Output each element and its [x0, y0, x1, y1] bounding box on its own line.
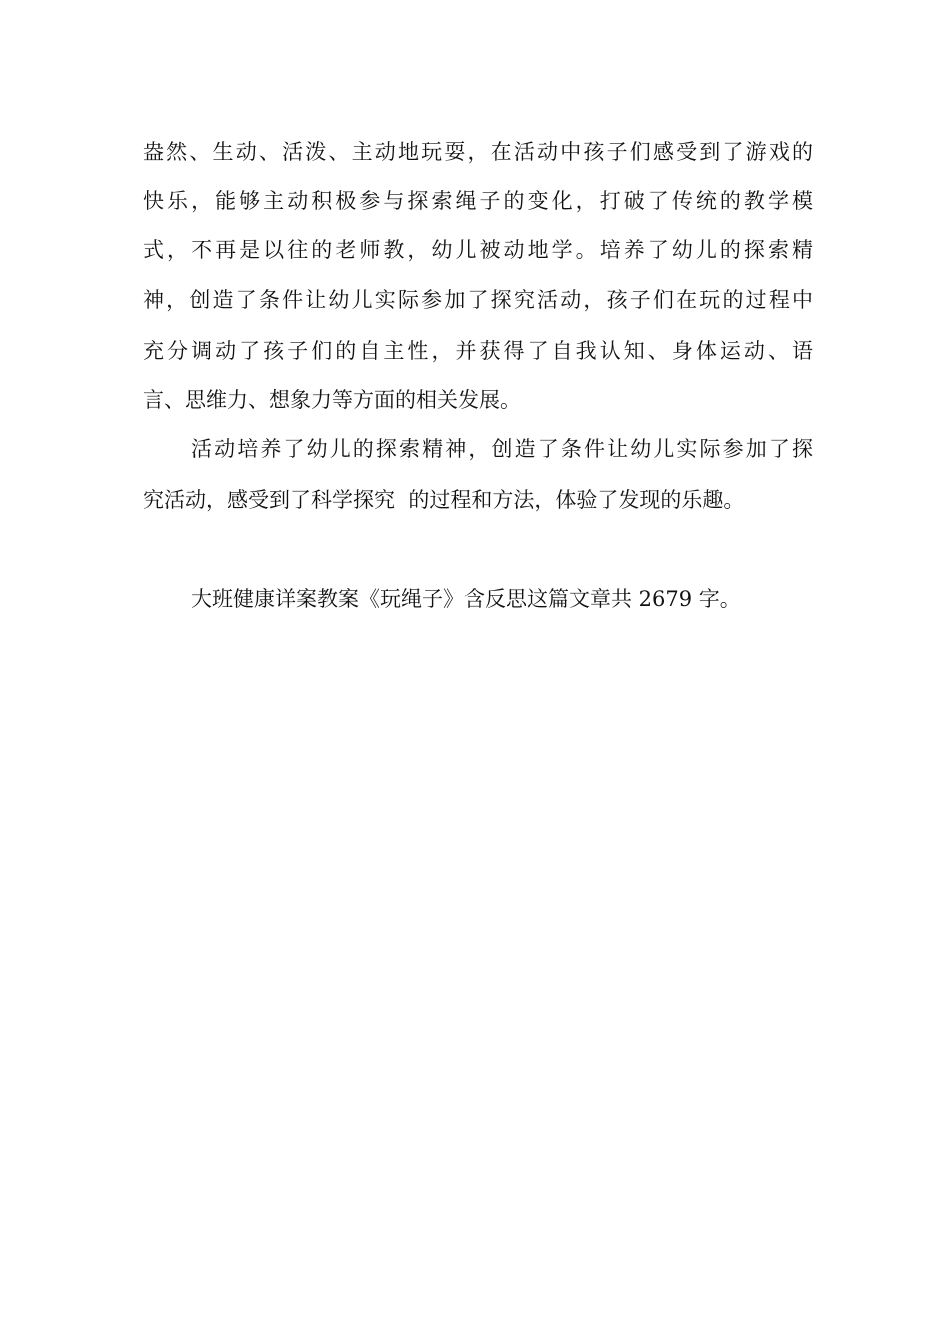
paragraph1-line3: 式，不再是以往的老师教，幼儿被动地学。培养了幼儿的探索精: [143, 238, 813, 262]
paragraph1-line5: 充分调动了孩子们的自主性，并获得了自我认知、身体运动、语: [143, 339, 813, 363]
paragraph1-line6: 言、思维力、想象力等方面的相关发展。: [143, 388, 521, 412]
footer-note: 大班健康详案教案《玩绳子》含反思这篇文章共 2679 字。: [191, 587, 741, 611]
paragraph2-line2: 究活动，感受到了科学探究 的过程和方法，体验了发现的乐趣。: [143, 488, 745, 512]
paragraph2-line1: 活动培养了幼儿的探索精神，创造了条件让幼儿实际参加了探: [191, 437, 813, 461]
paragraph1-line4: 神，创造了条件让幼儿实际参加了探究活动，孩子们在玩的过程中: [143, 288, 813, 312]
paragraph1-line1: 盎然、生动、活泼、主动地玩耍，在活动中孩子们感受到了游戏的: [143, 140, 813, 164]
paragraph1-line2: 快乐，能够主动积极参与探索绳子的变化，打破了传统的教学模: [143, 189, 813, 213]
